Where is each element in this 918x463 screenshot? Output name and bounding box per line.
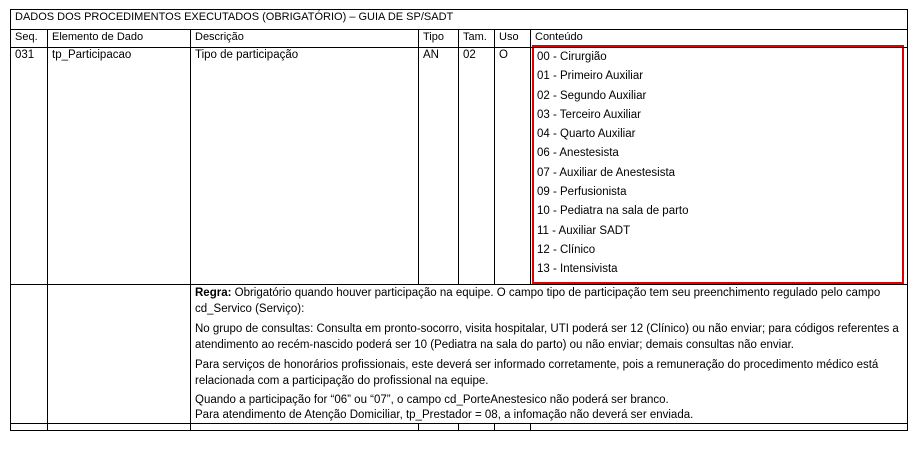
code-item: 11 - Auxiliar SADT xyxy=(537,224,631,237)
table-title: DADOS DOS PROCEDIMENTOS EXECUTADOS (OBRIGATÓRIO) – GUIA DE SP/SADT xyxy=(11,10,908,30)
code-item: 10 - Pediatra na sala de parto xyxy=(537,205,689,218)
table-title-row xyxy=(11,10,908,30)
code-item: 09 - Perfusionista xyxy=(537,186,627,199)
code-item: 01 - Primeiro Auxiliar xyxy=(537,70,644,83)
empty-cell xyxy=(48,284,191,423)
cell-uso: O xyxy=(495,48,531,285)
rule-intro-paragraph xyxy=(195,285,903,318)
header-tam: Tam. xyxy=(459,30,495,48)
rule-label: Regra: xyxy=(195,286,232,299)
header-tipo: Tipo xyxy=(419,30,459,48)
rule-row xyxy=(11,284,908,423)
empty-cell xyxy=(11,284,48,423)
rule-paragraph-consultas: No grupo de consultas: Consulta em pronto-socorro, visita hospitalar, UTI poderá ser 12 (Clínico) ou não enviar; para códigos referentes a atendimento ao recém-nascido poderá ser 10 (Pediatra na sala do parto) ou não enviar; demais consultas não enviar. xyxy=(195,322,899,352)
code-item: 07 - Auxiliar de Anestesista xyxy=(537,166,676,179)
cell-descricao: Tipo de participação xyxy=(191,48,419,285)
table-row xyxy=(11,48,908,285)
cell-conteudo xyxy=(531,48,908,285)
empty-cell xyxy=(495,423,531,430)
code-item: 03 - Terceiro Auxiliar xyxy=(537,108,641,121)
data-element-table xyxy=(10,9,908,431)
header-elemento: Elemento de Dado xyxy=(48,30,191,48)
code-item: 02 - Segundo Auxiliar xyxy=(537,89,647,102)
header-uso: Uso xyxy=(495,30,531,48)
code-item: 13 - Intensivista xyxy=(537,263,618,276)
code-item: 00 - Cirurgião xyxy=(537,51,607,63)
highlighted-code-list xyxy=(532,45,904,284)
empty-cell xyxy=(48,423,191,430)
rule-cell xyxy=(191,284,908,423)
cell-elemento: tp_Participacao xyxy=(48,48,191,285)
cell-tipo: AN xyxy=(419,48,459,285)
code-item: 06 - Anestesista xyxy=(537,147,619,160)
header-seq: Seq. xyxy=(11,30,48,48)
header-conteudo: Conteúdo xyxy=(531,30,908,48)
header-descricao: Descrição xyxy=(191,30,419,48)
code-item: 12 - Clínico xyxy=(537,243,596,256)
empty-cell xyxy=(419,423,459,430)
rule-paragraph-anestesia: Quando a participação for “06” ou “07”, o campo cd_PorteAnestesico não poderá ser branco. xyxy=(195,393,669,406)
next-row-partial xyxy=(11,423,908,430)
empty-cell xyxy=(11,423,48,430)
empty-cell xyxy=(459,423,495,430)
empty-cell xyxy=(531,423,908,430)
cell-seq: 031 xyxy=(11,48,48,285)
rule-intro: Obrigatório quando houver participação na equipe. O campo tipo de participação tem seu preenchimento regulado pelo campo cd_Servico (Serviço): xyxy=(195,286,881,316)
empty-cell xyxy=(191,423,419,430)
rule-paragraph-domiciliar: Para atendimento de Atenção Domiciliar, tp_Prestador = 08, a infomação não deverá ser enviada. xyxy=(195,408,694,421)
code-item: 04 - Quarto Auxiliar xyxy=(537,128,636,141)
cell-tam: 02 xyxy=(459,48,495,285)
rule-paragraph-honorarios: Para serviços de honorários profissionais, este deverá ser informado corretamente, pois a remuneração do procedimento médico está relacionada com a participação do profissional na equipe. xyxy=(195,358,879,388)
